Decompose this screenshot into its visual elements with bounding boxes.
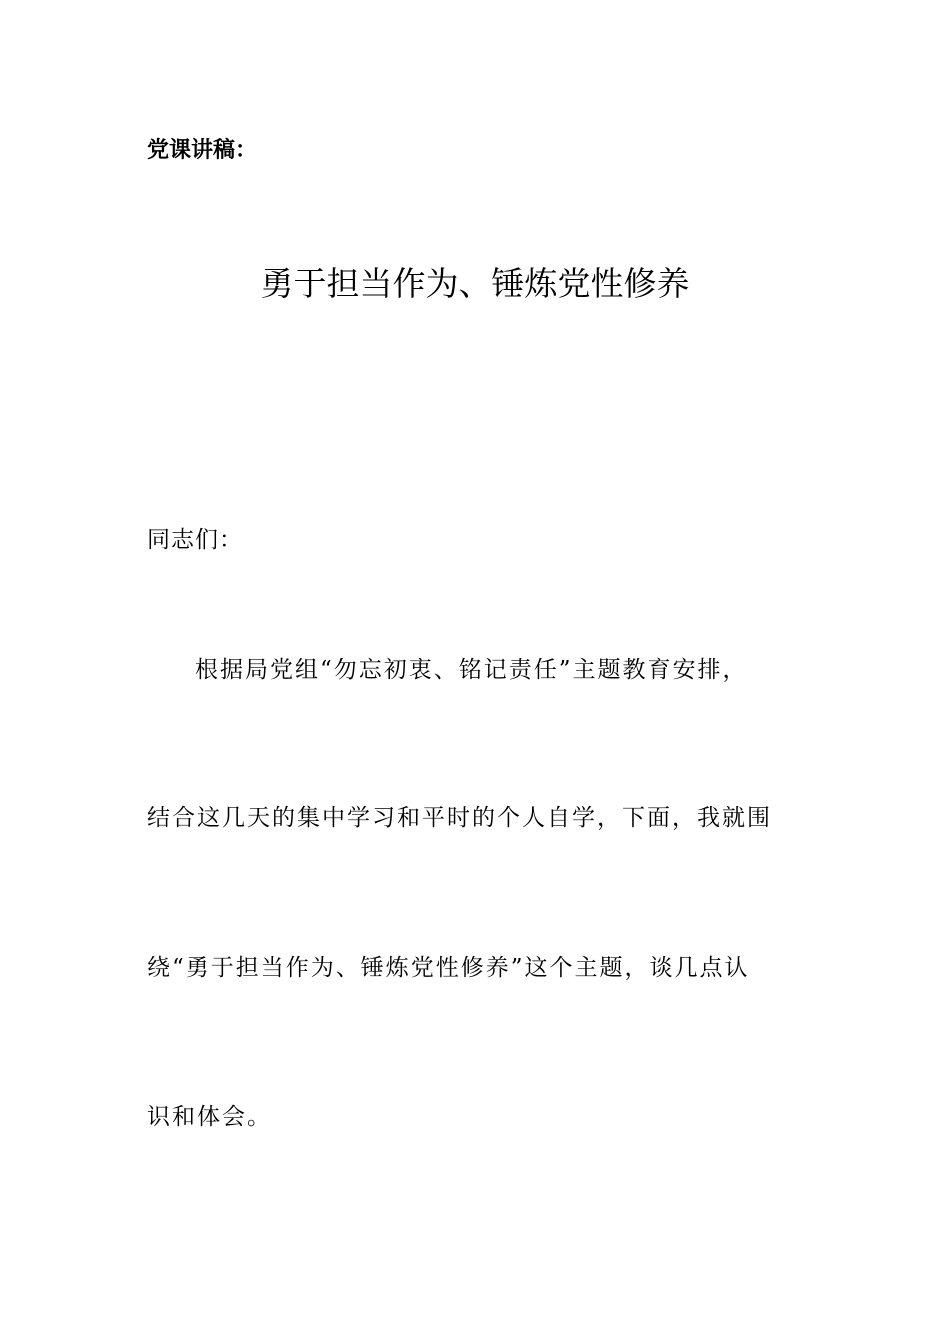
paragraph-line-2: 结合这几天的集中学习和平时的个人自学，下面，我就围: [147, 805, 772, 831]
paragraph-line-4: 识和体会。: [147, 1104, 272, 1130]
document-label: 党课讲稿：: [147, 138, 258, 163]
salutation: 同志们：: [147, 527, 243, 553]
paragraph-line-3: 绕“勇于担当作为、锤炼党性修养”这个主题，谈几点认: [147, 955, 750, 981]
document-title: 勇于担当作为、锤炼党性修养: [260, 264, 690, 303]
paragraph-line-1: 根据局党组“勿忘初衷、铭记责任”主题教育安排，: [195, 657, 748, 683]
